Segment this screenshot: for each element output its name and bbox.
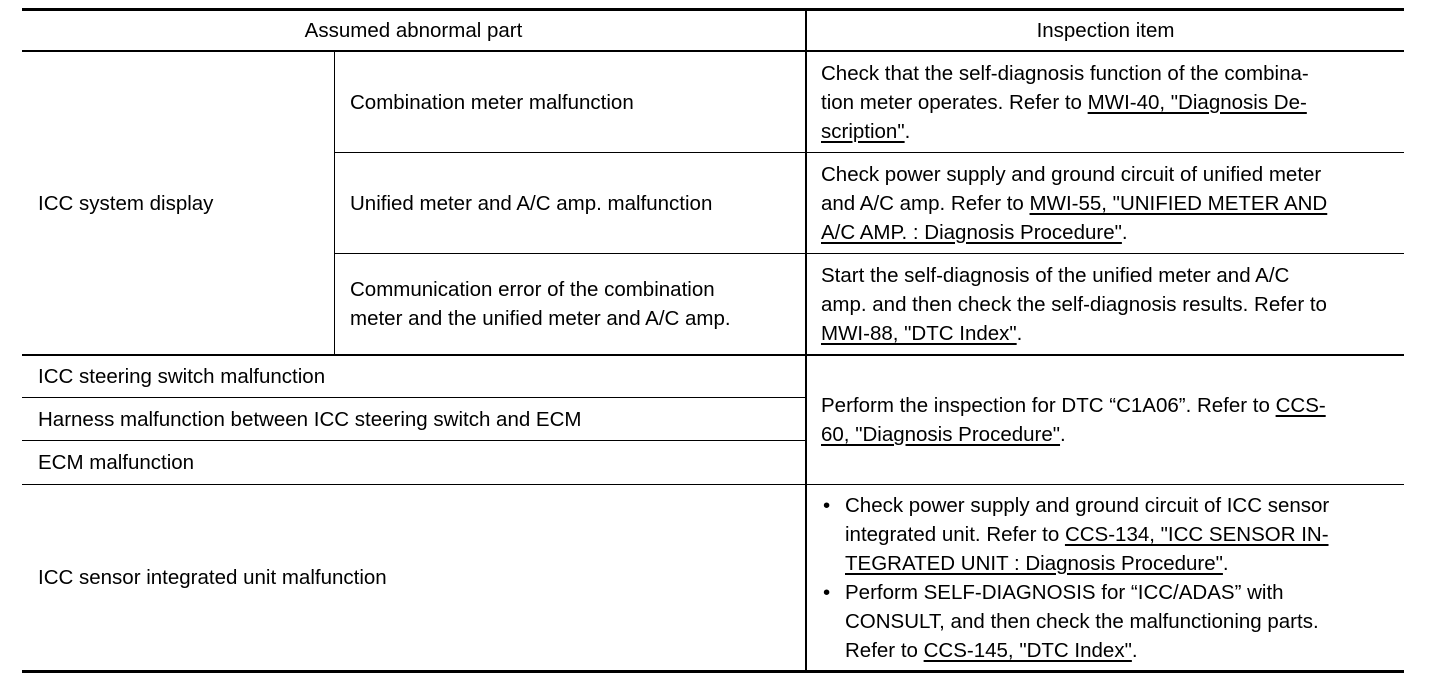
link-mwi-40[interactable]: MWI-40, "Diagnosis De- xyxy=(1087,90,1307,114)
diagnosis-table xyxy=(22,8,1404,672)
link-mwi-40-cont[interactable]: scription" xyxy=(821,119,905,143)
link-ccs-134-cont[interactable]: TEGRATED UNIT : Diagnosis Procedure" xyxy=(845,551,1223,575)
part-communication-error: Communication error of the combination meter and the unified meter and A/C amp. xyxy=(350,278,731,330)
link-ccs-60[interactable]: CCS- xyxy=(1275,394,1326,417)
link-mwi-55[interactable]: MWI-55, "UNIFIED METER AND xyxy=(1029,191,1328,215)
link-ccs-145[interactable]: CCS-145, "DTC Index" xyxy=(923,638,1132,662)
column-divider xyxy=(805,8,807,672)
part-harness-malfunction: Harness malfunction between ICC steering switch and ECM xyxy=(38,407,582,431)
bullet-item: • Check power supply and ground circuit of ICC sensor integrated unit. Refer to CCS-134, "ICC SENSOR IN- TEGRATED UNIT : Diagnosis Procedure". xyxy=(821,491,1329,578)
link-mwi-55-cont[interactable]: A/C AMP. : Diagnosis Procedure" xyxy=(821,220,1122,244)
group-label-icc-system-display: ICC system display xyxy=(38,191,214,215)
bullet-item: • Perform SELF-DIAGNOSIS for “ICC/ADAS” with CONSULT, and then check the malfunctioning parts. Refer to CCS-145, "DTC Index". xyxy=(821,578,1329,665)
part-ecm-malfunction: ECM malfunction xyxy=(38,451,195,474)
header-assumed-abnormal-part: Assumed abnormal part xyxy=(304,19,523,42)
inspection-dtc-c1a06: Perform the inspection for DTC “C1A06”. Refer to CCS- 60, "Diagnosis Procedure". xyxy=(821,394,1326,446)
link-mwi-88[interactable]: MWI-88, "DTC Index" xyxy=(821,321,1017,345)
inspection-combination-meter: Check that the self-diagnosis function of the combina- tion meter operates. Refer to MWI-40, "Diagnosis De- scription". xyxy=(821,61,1309,143)
inspection-communication-error: Start the self-diagnosis of the unified meter and A/C amp. and then check the self-diagnosis results. Refer to MWI-88, "DTC Index". xyxy=(821,263,1327,345)
part-icc-sensor-unit: ICC sensor integrated unit malfunction xyxy=(38,566,387,589)
table-bottom-border xyxy=(22,670,1404,673)
link-ccs-60-cont[interactable]: 60, "Diagnosis Procedure" xyxy=(821,423,1061,446)
part-unified-meter: Unified meter and A/C amp. malfunction xyxy=(350,191,713,215)
part-icc-steering-switch: ICC steering switch malfunction xyxy=(38,365,326,388)
inspection-icc-sensor-unit xyxy=(821,485,1404,670)
sub-column-divider xyxy=(334,51,335,355)
part-combination-meter: Combination meter malfunction xyxy=(350,90,634,114)
header-inspection-item: Inspection item xyxy=(1036,19,1175,42)
link-ccs-134[interactable]: CCS-134, "ICC SENSOR IN- xyxy=(1064,522,1329,546)
inspection-bullet-list xyxy=(821,491,1329,665)
inspection-unified-meter: Check power supply and ground circuit of unified meter and A/C amp. Refer to MWI-55, "UNIFIED METER AND A/C AMP. : Diagnosis Procedure". xyxy=(821,162,1328,244)
